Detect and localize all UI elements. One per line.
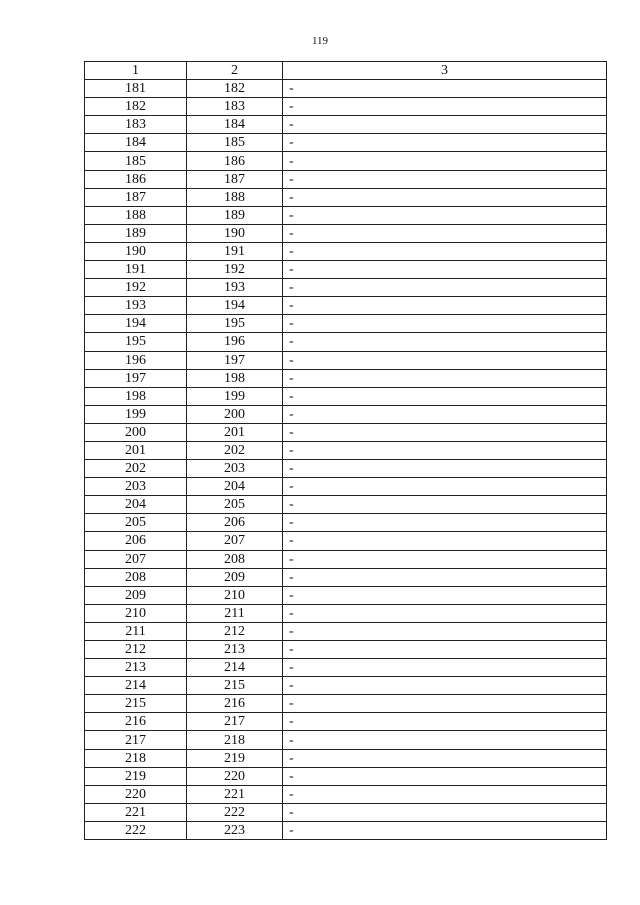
table-cell-col-2: 215 — [187, 677, 283, 695]
table-cell-col-3: - — [283, 261, 607, 279]
table-cell-col-3: - — [283, 152, 607, 170]
table-row — [85, 731, 607, 749]
table-row — [85, 297, 607, 315]
table-body — [85, 80, 607, 840]
table-row — [85, 369, 607, 387]
table-cell-col-3: - — [283, 98, 607, 116]
table-cell-col-3: - — [283, 134, 607, 152]
table-cell-col-3: - — [283, 731, 607, 749]
table-row — [85, 713, 607, 731]
table-cell-col-1: 195 — [85, 333, 187, 351]
table-row — [85, 496, 607, 514]
table-row — [85, 532, 607, 550]
page-number: 119 — [311, 35, 329, 47]
table-cell-col-2: 183 — [187, 98, 283, 116]
table-cell-col-1: 193 — [85, 297, 187, 315]
table-cell-col-3: - — [283, 80, 607, 98]
table-cell-col-2: 200 — [187, 405, 283, 423]
table-cell-col-1: 215 — [85, 695, 187, 713]
table-cell-col-2: 222 — [187, 803, 283, 821]
table-cell-col-1: 184 — [85, 134, 187, 152]
table-row — [85, 659, 607, 677]
table-cell-col-2: 216 — [187, 695, 283, 713]
table-cell-col-3: - — [283, 387, 607, 405]
table-cell-col-1: 220 — [85, 785, 187, 803]
table-cell-col-2: 202 — [187, 441, 283, 459]
table-header-row — [85, 62, 607, 80]
table-row — [85, 550, 607, 568]
table-cell-col-2: 189 — [187, 206, 283, 224]
table-cell-col-1: 198 — [85, 387, 187, 405]
table-cell-col-1: 203 — [85, 478, 187, 496]
table-row — [85, 333, 607, 351]
table-cell-col-1: 208 — [85, 568, 187, 586]
column-header-1: 1 — [85, 62, 187, 80]
table-cell-col-3: - — [283, 441, 607, 459]
table-cell-col-2: 196 — [187, 333, 283, 351]
table-cell-col-1: 201 — [85, 441, 187, 459]
table-cell-col-2: 198 — [187, 369, 283, 387]
table-cell-col-3: - — [283, 224, 607, 242]
table-row — [85, 279, 607, 297]
table-cell-col-2: 211 — [187, 604, 283, 622]
table-cell-col-1: 202 — [85, 460, 187, 478]
table-cell-col-1: 217 — [85, 731, 187, 749]
table-row — [85, 586, 607, 604]
table-row — [85, 405, 607, 423]
table-cell-col-3: - — [283, 279, 607, 297]
table-cell-col-1: 191 — [85, 261, 187, 279]
table-cell-col-3: - — [283, 586, 607, 604]
table-cell-col-2: 190 — [187, 224, 283, 242]
table-cell-col-1: 211 — [85, 622, 187, 640]
table-row — [85, 80, 607, 98]
table-cell-col-3: - — [283, 405, 607, 423]
table-cell-col-3: - — [283, 116, 607, 134]
table-cell-col-2: 204 — [187, 478, 283, 496]
table-cell-col-2: 208 — [187, 550, 283, 568]
table-cell-col-1: 214 — [85, 677, 187, 695]
table-cell-col-1: 204 — [85, 496, 187, 514]
table-row — [85, 478, 607, 496]
table-cell-col-3: - — [283, 550, 607, 568]
table-cell-col-2: 193 — [187, 279, 283, 297]
table-cell-col-1: 194 — [85, 315, 187, 333]
table-cell-col-1: 216 — [85, 713, 187, 731]
table-cell-col-3: - — [283, 604, 607, 622]
table-row — [85, 152, 607, 170]
table-cell-col-1: 189 — [85, 224, 187, 242]
table-row — [85, 695, 607, 713]
table-cell-col-3: - — [283, 351, 607, 369]
table-cell-col-1: 200 — [85, 423, 187, 441]
table-cell-col-1: 187 — [85, 188, 187, 206]
table-cell-col-3: - — [283, 568, 607, 586]
table-cell-col-2: 213 — [187, 641, 283, 659]
table-cell-col-3: - — [283, 188, 607, 206]
table-cell-col-2: 221 — [187, 785, 283, 803]
table-row — [85, 641, 607, 659]
table-row — [85, 224, 607, 242]
table-cell-col-1: 218 — [85, 749, 187, 767]
table-cell-col-2: 214 — [187, 659, 283, 677]
table-cell-col-2: 187 — [187, 170, 283, 188]
table-cell-col-3: - — [283, 749, 607, 767]
table-row — [85, 423, 607, 441]
table-cell-col-2: 199 — [187, 387, 283, 405]
table-row — [85, 749, 607, 767]
table-cell-col-2: 212 — [187, 622, 283, 640]
table-cell-col-3: - — [283, 242, 607, 260]
table-cell-col-1: 196 — [85, 351, 187, 369]
table-row — [85, 785, 607, 803]
table-cell-col-2: 194 — [187, 297, 283, 315]
table-cell-col-3: - — [283, 170, 607, 188]
table-cell-col-3: - — [283, 532, 607, 550]
table-cell-col-1: 213 — [85, 659, 187, 677]
table-cell-col-1: 182 — [85, 98, 187, 116]
table-cell-col-2: 209 — [187, 568, 283, 586]
table-cell-col-3: - — [283, 785, 607, 803]
table-row — [85, 677, 607, 695]
table-cell-col-2: 184 — [187, 116, 283, 134]
table-cell-col-1: 210 — [85, 604, 187, 622]
column-header-2: 2 — [187, 62, 283, 80]
table-cell-col-1: 205 — [85, 514, 187, 532]
table-cell-col-2: 185 — [187, 134, 283, 152]
table-cell-col-2: 201 — [187, 423, 283, 441]
table-cell-col-3: - — [283, 297, 607, 315]
table-cell-col-1: 192 — [85, 279, 187, 297]
table-cell-col-3: - — [283, 803, 607, 821]
table-cell-col-3: - — [283, 333, 607, 351]
table-cell-col-3: - — [283, 713, 607, 731]
table-cell-col-2: 182 — [187, 80, 283, 98]
data-table — [84, 61, 607, 840]
table-cell-col-3: - — [283, 496, 607, 514]
table-cell-col-3: - — [283, 622, 607, 640]
table-row — [85, 116, 607, 134]
table-cell-col-3: - — [283, 821, 607, 839]
table-cell-col-1: 197 — [85, 369, 187, 387]
table-cell-col-2: 186 — [187, 152, 283, 170]
table-cell-col-1: 190 — [85, 242, 187, 260]
table-cell-col-2: 217 — [187, 713, 283, 731]
table-cell-col-3: - — [283, 695, 607, 713]
table-cell-col-2: 206 — [187, 514, 283, 532]
table-row — [85, 98, 607, 116]
table-cell-col-3: - — [283, 677, 607, 695]
table-cell-col-2: 220 — [187, 767, 283, 785]
table-cell-col-3: - — [283, 206, 607, 224]
table-row — [85, 514, 607, 532]
table-cell-col-1: 185 — [85, 152, 187, 170]
table-cell-col-3: - — [283, 423, 607, 441]
table-row — [85, 568, 607, 586]
table-cell-col-2: 191 — [187, 242, 283, 260]
table-cell-col-2: 192 — [187, 261, 283, 279]
table-cell-col-2: 195 — [187, 315, 283, 333]
table-cell-col-1: 219 — [85, 767, 187, 785]
table-row — [85, 387, 607, 405]
table-cell-col-2: 203 — [187, 460, 283, 478]
table-cell-col-3: - — [283, 514, 607, 532]
table-cell-col-1: 206 — [85, 532, 187, 550]
table-cell-col-3: - — [283, 315, 607, 333]
table-cell-col-1: 188 — [85, 206, 187, 224]
table-cell-col-2: 223 — [187, 821, 283, 839]
table-row — [85, 821, 607, 839]
table-cell-col-1: 212 — [85, 641, 187, 659]
table-row — [85, 767, 607, 785]
table-row — [85, 315, 607, 333]
table-cell-col-1: 199 — [85, 405, 187, 423]
table-cell-col-2: 188 — [187, 188, 283, 206]
table-cell-col-3: - — [283, 478, 607, 496]
table-cell-col-2: 197 — [187, 351, 283, 369]
table-row — [85, 170, 607, 188]
table-row — [85, 803, 607, 821]
table-row — [85, 441, 607, 459]
table-cell-col-3: - — [283, 641, 607, 659]
table-cell-col-2: 210 — [187, 586, 283, 604]
table-row — [85, 261, 607, 279]
table-cell-col-1: 186 — [85, 170, 187, 188]
table-cell-col-1: 183 — [85, 116, 187, 134]
table-cell-col-3: - — [283, 369, 607, 387]
table-cell-col-1: 221 — [85, 803, 187, 821]
table-cell-col-1: 207 — [85, 550, 187, 568]
table-cell-col-2: 219 — [187, 749, 283, 767]
table-row — [85, 351, 607, 369]
table-cell-col-2: 205 — [187, 496, 283, 514]
table-cell-col-2: 207 — [187, 532, 283, 550]
table-row — [85, 604, 607, 622]
table-row — [85, 188, 607, 206]
table-cell-col-3: - — [283, 659, 607, 677]
column-header-3: 3 — [283, 62, 607, 80]
table-cell-col-1: 222 — [85, 821, 187, 839]
table-cell-col-1: 209 — [85, 586, 187, 604]
table-row — [85, 242, 607, 260]
table-cell-col-3: - — [283, 767, 607, 785]
table-cell-col-3: - — [283, 460, 607, 478]
table-row — [85, 206, 607, 224]
table-row — [85, 622, 607, 640]
table-cell-col-1: 181 — [85, 80, 187, 98]
table-row — [85, 460, 607, 478]
table-cell-col-2: 218 — [187, 731, 283, 749]
table-row — [85, 134, 607, 152]
